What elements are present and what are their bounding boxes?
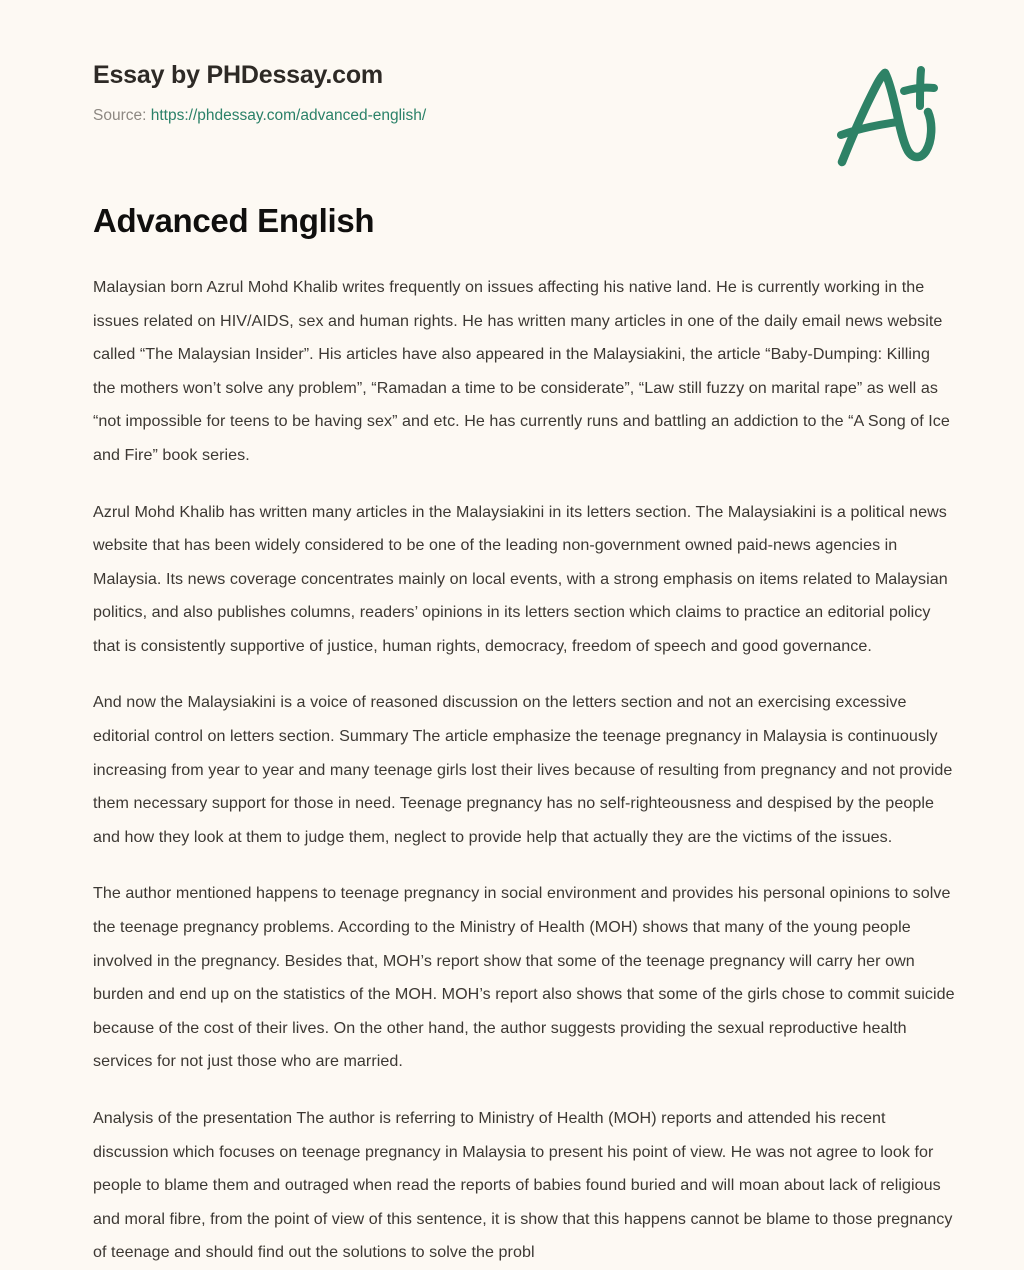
- source-line: [93, 107, 931, 126]
- source-label: Source:: [93, 106, 147, 124]
- a-plus-logo-icon: [828, 58, 948, 170]
- paragraph: Analysis of the presentation The author is referring to Ministry of Health (MOH) reports and attended his recent discussion which focuses on teenage pregnancy in Malaysia to present his point of view. He was not agree to look for people to blame them and outraged when read the reports of babies found buried and will moan about lack of religious and moral fibre, from the point of view of this sentence, it is show that this happens cannot be blame to those pregnancy of teenage and should find out the solutions to solve the probl: [93, 1109, 953, 1262]
- paragraph: And now the Malaysiakini is a voice of reasoned discussion on the letters section and not an exercising excessive editorial control on letters section. Summary The article emphasize the teenage pregnancy in Malaysia is continuously increasing from year to year and many teenage girls lost their lives because of resulting from pregnancy and not provide them necessary support for those in need. Teenage pregnancy has no self-righteousness and despised by the people and how they look at them to judge them, neglect to provide help that actually they are the victims of the issues.: [93, 693, 953, 846]
- paragraph: The author mentioned happens to teenage pregnancy in social environment and provides his personal opinions to solve the teenage pregnancy problems. According to the Ministry of Health (MOH) shows that many of the young people involved in the pregnancy. Besides that, MOH’s report show that some of the teenage pregnancy will carry her own burden and end up on the statistics of the MOH. MOH’s report also shows that some of the girls chose to commit suicide because of the cost of their lives. On the other hand, the author suggests providing the sexual reproductive health services for not just those who are married.: [93, 884, 955, 1071]
- paragraph: Azrul Mohd Khalib has written many articles in the Malaysiakini in its letters section. The Malaysiakini is a political news website that has been widely considered to be one of the leading non-government owned paid-news agencies in Malaysia. Its news coverage concentrates mainly on local events, with a strong emphasis on items related to Malaysian politics, and also publishes columns, readers’ opinions in its letters section which claims to practice an editorial policy that is consistently supportive of justice, human rights, democracy, freedom of speech and good governance.: [93, 502, 948, 655]
- article-body: [0, 271, 1024, 1270]
- a-plus-logo: [828, 58, 948, 170]
- page-header: [0, 0, 1024, 124]
- paragraph: Malaysian born Azrul Mohd Khalib writes frequently on issues affecting his native land. He is currently working in the issues related on HIV/AIDS, sex and human rights. He has written many articles in one of the daily email news website called “The Malaysian Insider”. His articles have also appeared in the Malaysiakini, the article “Baby-Dumping: Killing the mothers won’t solve any problem”, “Ramadan a time to be considerate”, “Law still fuzzy on marital rape” as well as “not impossible for teens to be having sex” and etc. He has currently runs and battling an addiction to the “A Song of Ice and Fire” book series.: [93, 277, 950, 464]
- page-title: Advanced English: [93, 202, 375, 239]
- brand-title: Essay by PHDessay.com: [93, 61, 383, 89]
- source-url-link[interactable]: https://phdessay.com/advanced-english/: [150, 106, 427, 124]
